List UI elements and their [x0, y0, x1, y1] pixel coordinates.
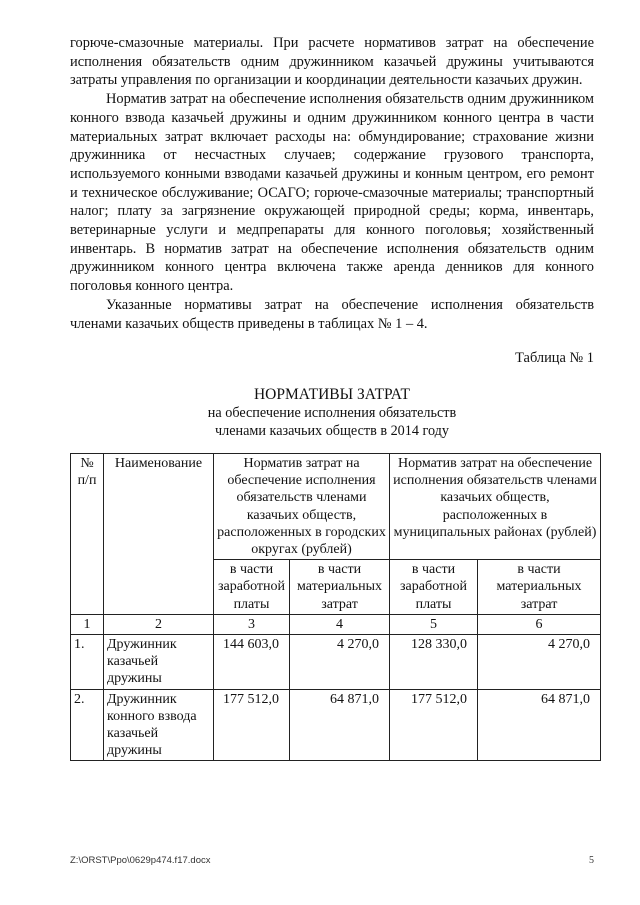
column-number: 5: [390, 614, 478, 634]
column-number: 4: [290, 614, 390, 634]
paragraph-2: Норматив затрат на обеспечение исполнения обязательств одним дружинником конного взвода казачьей дружины и одним дружинником конного центра в части материальных затрат включает расходы на: обмундирование; страхование жизни дружинника от несчастных случаев; содержание грузового транспорта, используемого конными взводами казачьей дружины и конным центром, его ремонт и техническое обслуживание; ОСАГО; горюче-смазочные материалы; транспортный налог; плату за загрязнение окружающей природной среды; корма, инвентарь, ветеринарные услуги и медпрепараты для конного поголовья; хозяйственный инвентарь. В норматив затрат на обеспечение исполнения обязательств одним дружинником конного центра включена также аренда денников для конного поголовья конного центра.: [70, 91, 594, 295]
table-title-line3: членами казачьих обществ в 2014 году: [215, 423, 449, 439]
row-name: Дружинник конного взвода казачьей дружины: [104, 689, 214, 761]
row-salary-municipal: 128 330,0: [390, 635, 478, 690]
subheader-salary-urban: в части заработной платы: [214, 560, 290, 615]
subheader-material-municipal: в части материальных затрат: [478, 560, 601, 615]
row-name: Дружинник казачьей дружины: [104, 635, 214, 690]
table-title-main: НОРМАТИВЫ ЗАТРАТ: [253, 386, 410, 403]
row-salary-urban: 144 603,0: [214, 635, 290, 690]
header-name: Наименование: [104, 454, 214, 615]
column-number: 3: [214, 614, 290, 634]
header-no: № п/п: [71, 454, 104, 615]
subheader-salary-municipal: в части заработной платы: [390, 560, 478, 615]
paragraph-1: горюче-смазочные материалы. При расчете нормативов затрат на обеспечение исполнения обязательств одним дружинником казачьей дружины учитываются затраты управления по организации и координации деятельности казачьих дружин.: [70, 35, 594, 89]
row-material-urban: 4 270,0: [290, 635, 390, 690]
table-label: Таблица № 1: [515, 350, 594, 366]
column-number: 2: [104, 614, 214, 634]
footer-file-path: Z:\ORST\Ppo\0629p474.f17.docx: [70, 855, 211, 866]
table-row: [71, 635, 601, 690]
column-number-row: [71, 614, 601, 634]
page-number: 5: [589, 855, 594, 866]
table-title-line2: на обеспечение исполнения обязательств: [207, 405, 457, 421]
row-no: 1.: [71, 635, 104, 690]
row-material-urban: 64 871,0: [290, 689, 390, 761]
table-title: [70, 385, 594, 440]
subheader-material-urban: в части материальных затрат: [290, 560, 390, 615]
norms-table: [70, 453, 601, 761]
column-number: 1: [71, 614, 104, 634]
header-group-urban: Норматив затрат на обеспечение исполнения обязательств членами казачьих обществ, расположенных в городских округах (рублей): [214, 454, 390, 560]
row-salary-municipal: 177 512,0: [390, 689, 478, 761]
row-material-municipal: 4 270,0: [478, 635, 601, 690]
header-group-municipal: Норматив затрат на обеспечение исполнения обязательств членами казачьих обществ, расположенных в муниципальных районах (рублей): [390, 454, 601, 560]
paragraph-3: Указанные нормативы затрат на обеспечение исполнения обязательств членами казачьих обществ приведены в таблицах № 1 – 4.: [70, 296, 594, 332]
row-no: 2.: [71, 689, 104, 761]
table-header-row: [71, 454, 601, 560]
column-number: 6: [478, 614, 601, 634]
row-salary-urban: 177 512,0: [214, 689, 290, 761]
table-row: [71, 689, 601, 761]
row-material-municipal: 64 871,0: [478, 689, 601, 761]
body-text: [70, 34, 594, 333]
